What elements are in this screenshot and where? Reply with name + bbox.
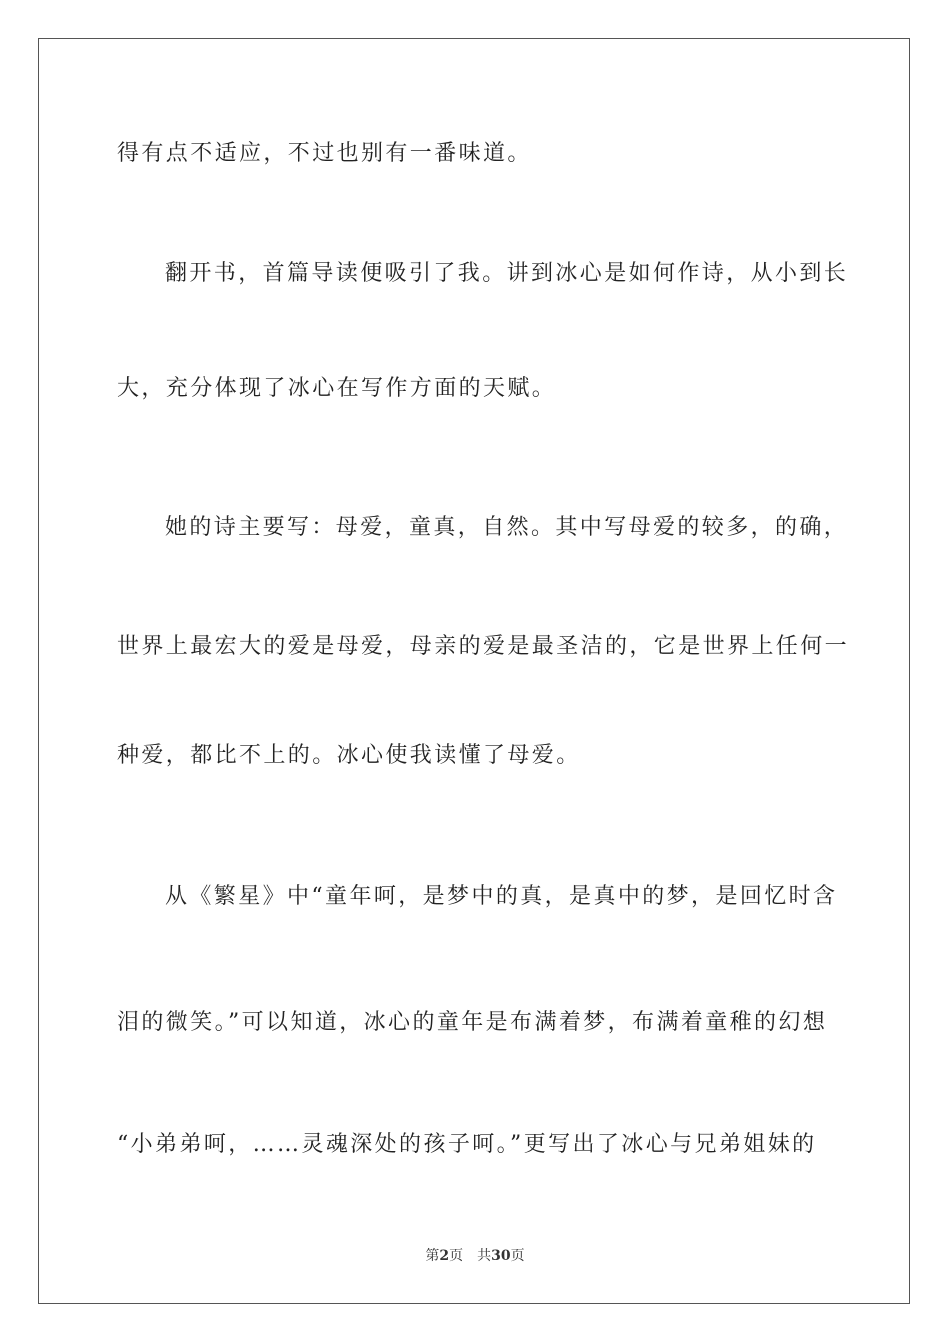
body-text-line-8: 泪的微笑。”可以知道，冰心的童年是布满着梦，布满着童稚的幻想 <box>117 1010 828 1035</box>
page-prefix: 第 <box>425 1248 440 1264</box>
body-text-line-5: 世界上最宏大的爱是母爱，母亲的爱是最圣洁的，它是世界上任何一 <box>117 634 850 659</box>
page-suffix: 页 <box>449 1248 464 1264</box>
body-text-line-1: 得有点不适应，不过也别有一番味道。 <box>117 141 532 166</box>
page-footer <box>0 1247 950 1265</box>
body-text-line-3: 大，充分体现了冰心在写作方面的天赋。 <box>117 376 557 401</box>
total-prefix: 共 <box>477 1248 492 1264</box>
total-pages: 30 <box>491 1248 511 1264</box>
body-text-line-6: 种爱，都比不上的。冰心使我读懂了母爱。 <box>117 743 581 768</box>
body-text-line-7: 从《繁星》中“童年呵，是梦中的真，是真中的梦，是回忆时含 <box>165 884 838 909</box>
page-border <box>38 38 910 1304</box>
body-text-line-2: 翻开书，首篇导读便吸引了我。讲到冰心是如何作诗，从小到长 <box>165 261 849 286</box>
page-number: 2 <box>439 1248 450 1264</box>
body-text-line-4: 她的诗主要写：母爱，童真，自然。其中写母爱的较多，的确， <box>165 515 849 540</box>
total-suffix: 页 <box>510 1248 525 1264</box>
body-text-line-9: “小弟弟呵，……灵魂深处的孩子呵。”更写出了冰心与兄弟姐妹的 <box>117 1132 817 1157</box>
